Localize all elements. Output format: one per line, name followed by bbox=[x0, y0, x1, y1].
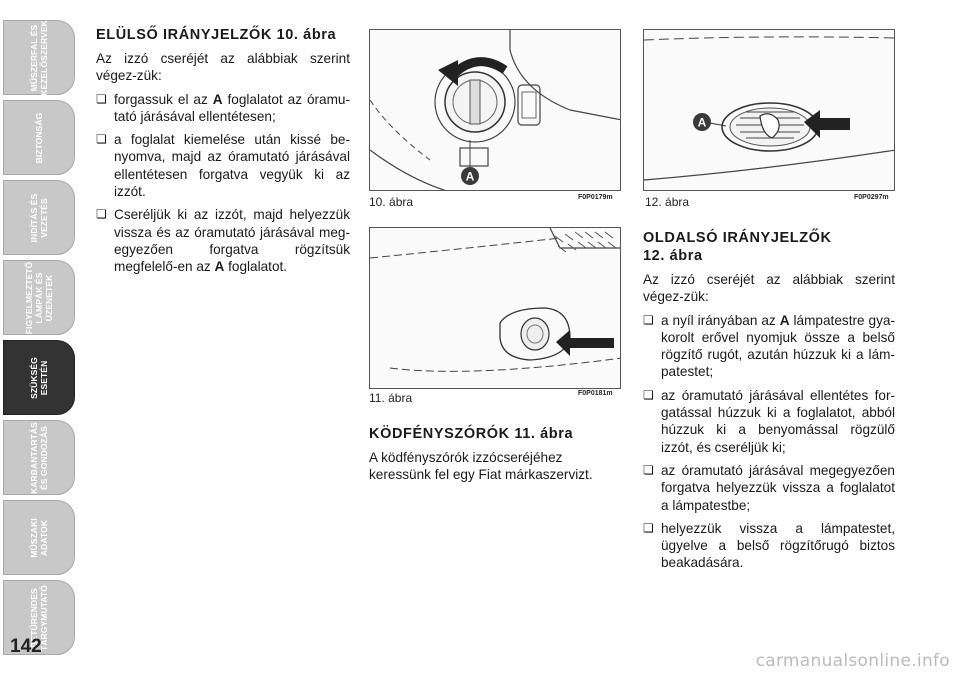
side-indicator-illustration bbox=[644, 30, 895, 191]
figure-label-a: A bbox=[465, 169, 475, 184]
intro-text: Az izzó cseréjét az alábbiak szerint végez-zük: bbox=[96, 51, 350, 84]
middle-column bbox=[369, 425, 623, 490]
fog-light-illustration bbox=[370, 228, 621, 389]
figure-12-side-indicator bbox=[643, 29, 895, 191]
left-column bbox=[96, 26, 350, 282]
tab-instrument-panel[interactable]: MŰSZERFAL ÉS KEZELŐSZERVEK bbox=[3, 20, 75, 95]
list-item: ❏ az óramutató járásával megegyezően forgatva helyezzük vissza a foglalatot a lámpatestbe; bbox=[643, 462, 895, 514]
tab-technical-data[interactable]: MŰSZAKI ADATOK bbox=[3, 500, 75, 575]
figure-10-front-indicator bbox=[369, 29, 621, 191]
figure-caption: 11. ábra bbox=[369, 391, 413, 405]
tab-index[interactable]: BETŰRENDES TÁRGYMUTATÓ bbox=[3, 580, 75, 655]
figure-caption: 12. ábra bbox=[645, 195, 690, 209]
tab-warning-lights[interactable]: FIGYELMEZTETŐ LÁMPÁK ÉS ÜZENETEK bbox=[3, 260, 75, 335]
right-column bbox=[643, 229, 895, 578]
figure-label-a: A bbox=[697, 115, 707, 130]
tab-safety[interactable]: BIZTONSÁG bbox=[3, 100, 75, 175]
figure-caption: 10. ábra bbox=[369, 195, 414, 209]
list-item: ❏ a nyíl irányában az A lámpatestre gya-korolt erővel nyomjuk össze a belső rögzítő rugót, azután húzzuk ki a lám-patestet; bbox=[643, 312, 895, 381]
intro-text: Az izzó cseréjét az alábbiak szerint végez-zük: bbox=[643, 272, 895, 305]
section-heading-front-indicators: ELÜLSŐ IRÁNYJELZŐK 10. ábra bbox=[96, 27, 337, 43]
list-item: ❏ forgassuk el az A foglalatot az óramu-tató járásával ellentétesen; bbox=[96, 91, 350, 126]
section-heading-side-indicators: OLDALSÓ IRÁNYJELZŐK 12. ábra bbox=[643, 230, 832, 264]
list-item: ❏ a foglalat kiemelése után kissé be-nyomva, majd az óramutató járásával ellentétesen forgatva vegyük ki az izzót. bbox=[96, 131, 350, 200]
figure-code: F0P0181m bbox=[578, 390, 613, 397]
front-indicator-illustration bbox=[370, 30, 621, 191]
list-item: ❏ helyezzük vissza a lámpatestet, ügyelve a belső rögzítőrugó biztos beakadására. bbox=[643, 520, 895, 572]
fog-light-text: A ködfényszórók izzócseréjéhez keressünk fel egy Fiat márkaszervizt. bbox=[369, 450, 593, 483]
figure-11-fog-light bbox=[369, 227, 621, 389]
watermark: carmanualsonline.info bbox=[755, 651, 950, 671]
figure-code: F0P0297m bbox=[854, 194, 889, 201]
tab-maintenance[interactable]: KARBANTARTÁS ÉS GONDOZÁS bbox=[3, 420, 75, 495]
tab-emergency[interactable]: SZÜKSÉG ESETÉN bbox=[3, 340, 75, 415]
list-item: ❏ Cseréljük ki az izzót, majd helyezzük vissza és az óramutató járásával meg-egyezően forgatva rögzítsük megfelelő-en az A foglalatot. bbox=[96, 206, 350, 275]
figure-code: F0P0179m bbox=[578, 194, 613, 201]
page-number: 142 bbox=[10, 636, 42, 657]
section-heading-fog-lights: KÖDFÉNYSZÓRÓK 11. ábra bbox=[369, 426, 574, 442]
tab-starting-driving[interactable]: INDÍTÁS ÉS VEZETÉS bbox=[3, 180, 75, 255]
list-item: ❏ az óramutató járásával ellentétes for-gatással húzzuk ki a foglalatot, abból húzzuk ki a benyomással rögzülő izzót, és cseréljük ki; bbox=[643, 387, 895, 456]
